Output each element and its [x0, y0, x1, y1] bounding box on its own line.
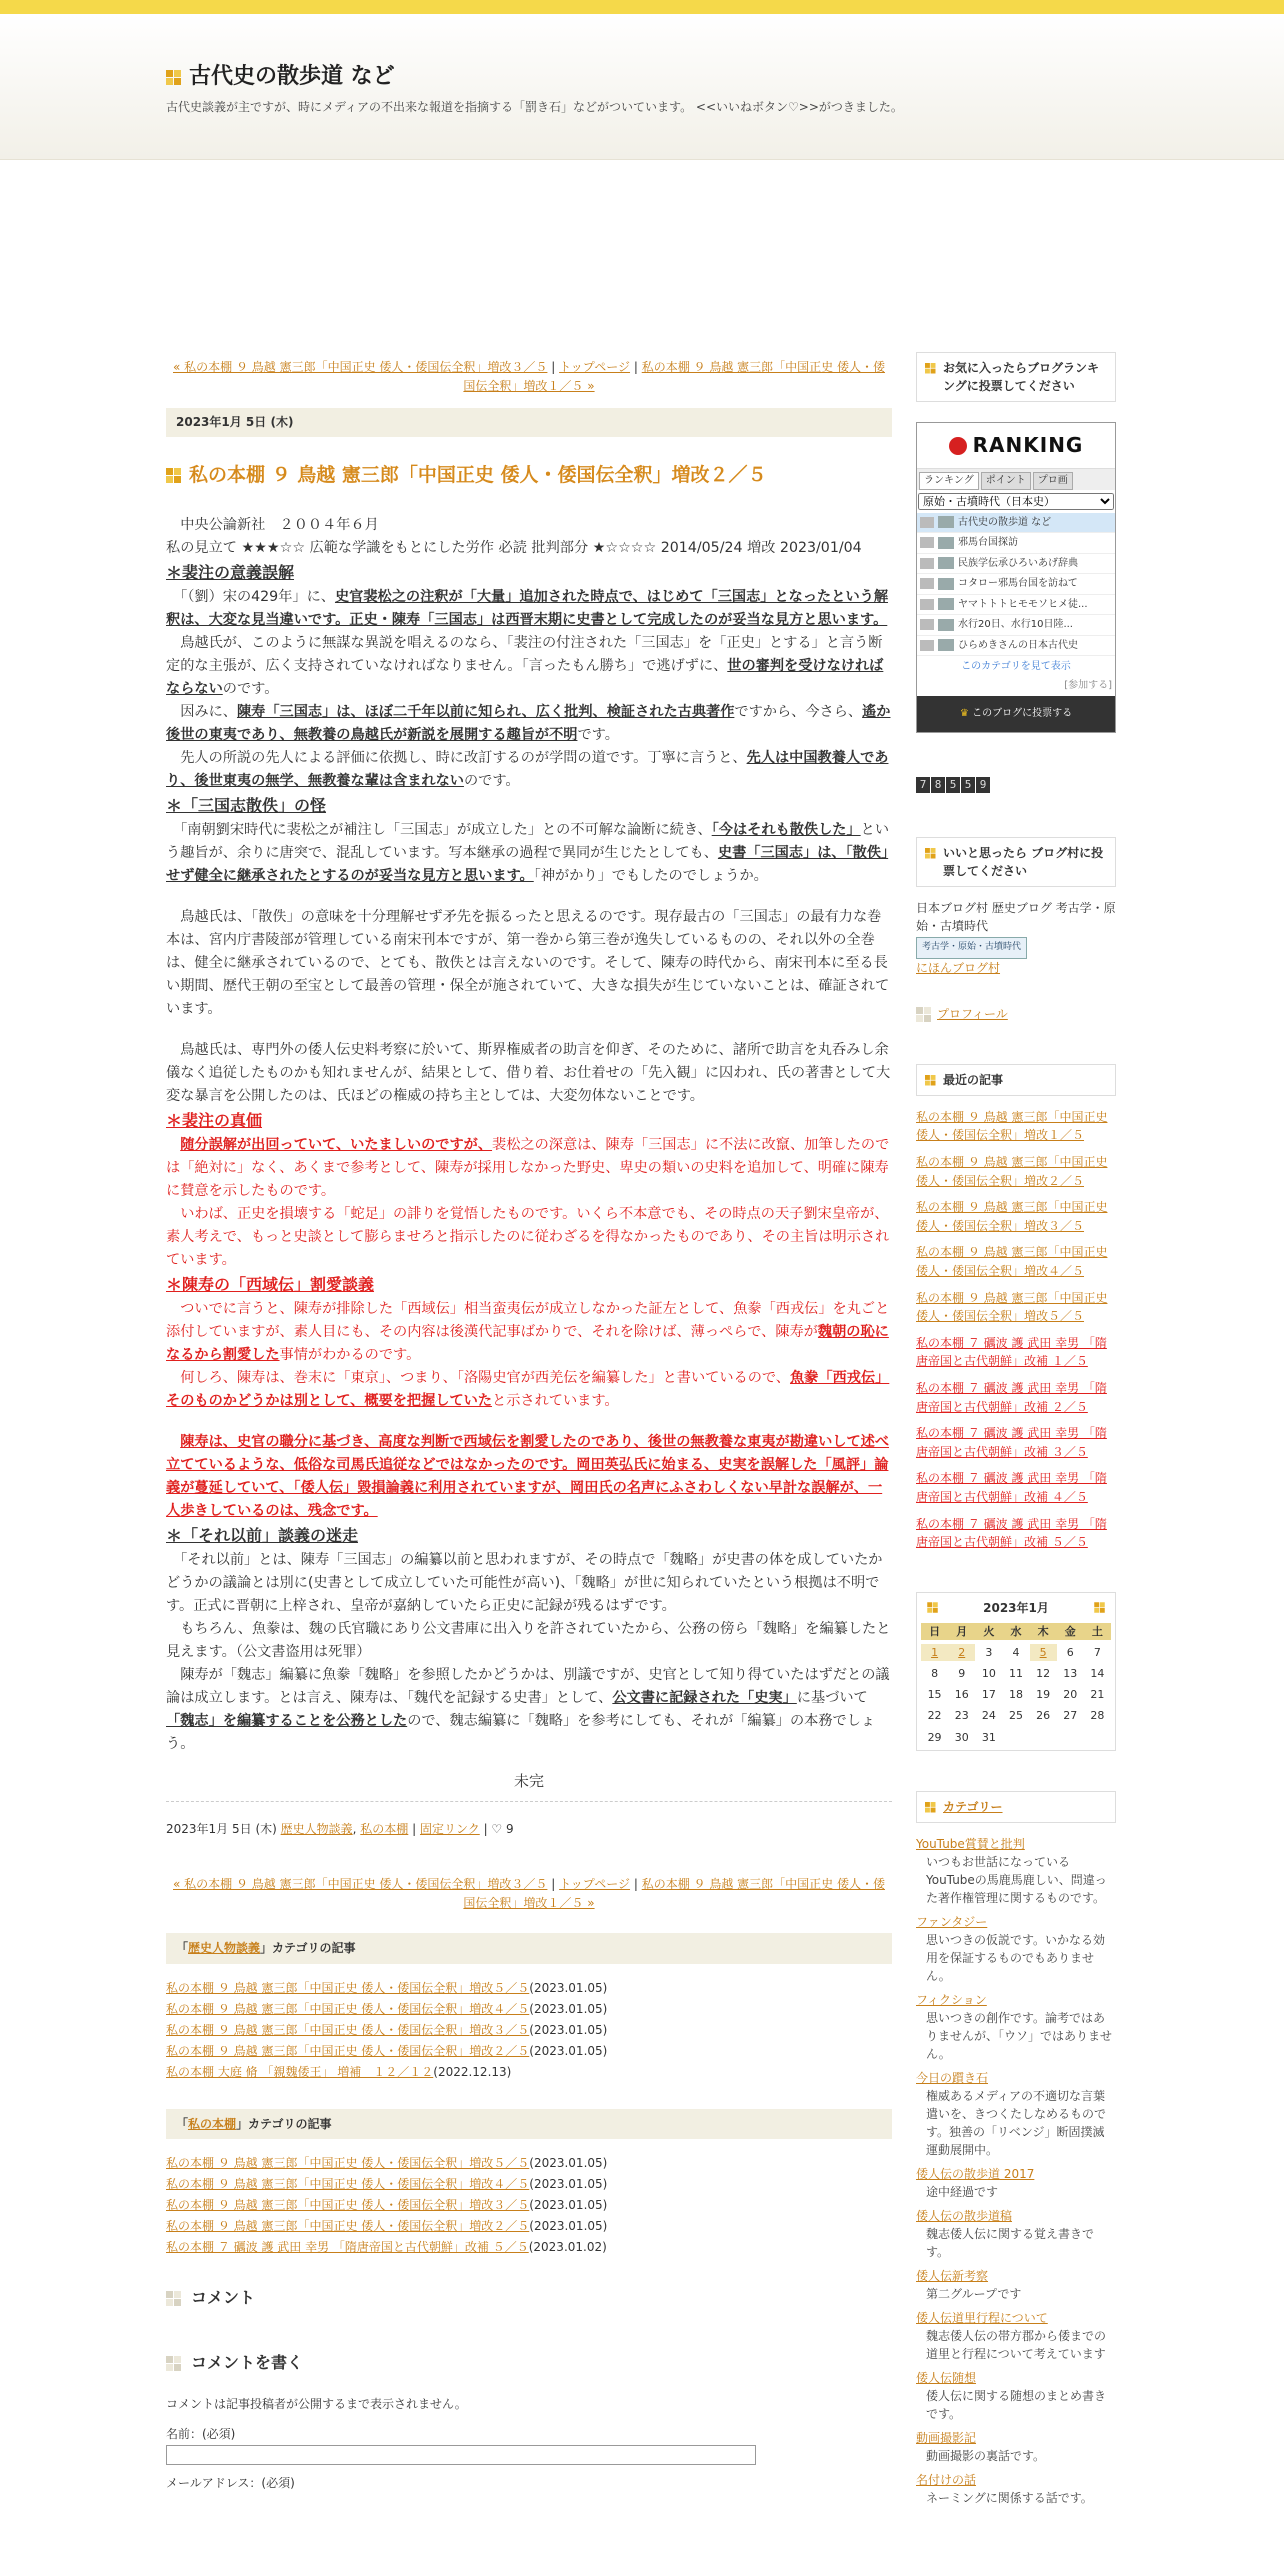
recent-post-link[interactable]: 私の本棚 ７ 礪波 護 武田 幸男 「隋唐帝国と古代朝鮮」改補 ４／５ — [916, 1471, 1107, 1504]
post-footer: 2023年1月 5日 (木) 歴史人物談義, 私の本棚 | 固定リンク | ♡ 9 — [166, 1822, 514, 1837]
next-post-link[interactable]: 私の本棚 ９ 鳥越 憲三郎「中国正史 倭人・倭国伝全釈」増改１／５ » — [463, 360, 885, 394]
nav-separator: | — [633, 360, 642, 374]
category-article-link[interactable]: 私の本棚 ９ 鳥越 憲三郎「中国正史 倭人・倭国伝全釈」増改２／５ — [166, 2043, 530, 2058]
calendar-date: 10 — [981, 1667, 996, 1681]
category-description: 思いつきの創作です。論考ではありませんが、「ウソ」ではありません。 — [926, 2010, 1113, 2061]
ranking-tab[interactable]: ポイント — [981, 472, 1031, 490]
calendar-day-header: 火 — [975, 1623, 1002, 1640]
calendar-date: 16 — [954, 1688, 969, 1702]
ranking-thumbnail — [938, 619, 954, 631]
calendar-date: 15 — [927, 1688, 942, 1702]
category-article-date: (2023.01.02) — [528, 2240, 607, 2255]
calendar-prev-icon[interactable] — [927, 1603, 938, 1614]
category-article-row — [166, 2020, 892, 2041]
prev-post-link[interactable]: « 私の本棚 ９ 鳥越 憲三郎「中国正史 倭人・倭国伝全釈」増改３／５ — [173, 360, 548, 374]
category-article-link[interactable]: 私の本棚 ９ 鳥越 憲三郎「中国正史 倭人・倭国伝全釈」増改３／５ — [166, 2198, 530, 2213]
calendar-day-header: 土 — [1084, 1623, 1111, 1640]
ranking-blog-name[interactable]: 邪馬台国探訪 — [958, 537, 1018, 548]
category-article-date: (2023.01.05) — [529, 2177, 608, 2192]
counter-digit: 9 — [976, 777, 990, 793]
category-link[interactable]: 歴史人物談義 — [280, 1822, 353, 1837]
site-title-text[interactable]: 古代史の散歩道 など — [189, 64, 395, 89]
section-heading: ＊裴注の意義誤解 — [166, 563, 295, 583]
recent-post-link[interactable]: 私の本棚 ９ 鳥越 憲三郎「中国正史 倭人・倭国伝全釈」増改２／５ — [916, 1155, 1108, 1188]
top-page-link[interactable]: トップページ — [559, 1876, 631, 1891]
calendar-date: 6 — [1066, 1646, 1074, 1660]
counter-digit: 5 — [961, 777, 975, 793]
recent-post-link[interactable]: 私の本棚 ９ 鳥越 憲三郎「中国正史 倭人・倭国伝全釈」増改１／５ — [916, 1109, 1108, 1143]
comment-form — [166, 2394, 892, 2495]
calendar-date: 13 — [1063, 1667, 1078, 1681]
blogmura-badge[interactable]: 考古学・原始・古墳時代 — [916, 937, 1027, 959]
category-article-row — [166, 2062, 892, 2083]
recent-post-link[interactable]: 私の本棚 ７ 礪波 護 武田 幸男 「隋唐帝国と古代朝鮮」改補 １／５ — [916, 1335, 1107, 1369]
calendar-day-header: 金 — [1057, 1623, 1084, 1640]
ranking-row[interactable] — [917, 513, 1115, 534]
ranking-tabs — [917, 469, 1115, 490]
calendar-date: 27 — [1063, 1709, 1078, 1723]
calendar-date: 26 — [1036, 1709, 1051, 1723]
category-link[interactable]: 倭人伝新考察 — [916, 2268, 989, 2283]
category-name-link[interactable]: 私の本棚 — [188, 2116, 237, 2131]
post-title-squares-icon — [166, 468, 181, 483]
ranking-rank-icon — [920, 619, 934, 630]
ranking-rank-icon — [920, 517, 934, 528]
categories-list — [916, 1835, 1116, 2507]
ranking-blog-name[interactable]: 民族学伝承ひろいあげ辞典 — [958, 557, 1078, 569]
ranking-list — [917, 513, 1115, 657]
write-comment-heading: コメントを書く — [166, 2351, 892, 2376]
post-paragraph: 随分誤解が出回っていて、いたましいのですが、裴松之の深意は、陳寿「三国志」に不法に改竄、加筆したのでは「絶対に」なく、あくまで参考として、陳寿が採用しなかった野史、卑史の類いの史料を追加して、明確に陳寿に賛意を示したものです。 — [166, 1137, 890, 1200]
ranking-blog-name[interactable]: コタロー邪馬台国を訪ねて — [958, 578, 1078, 589]
post-paragraph: 先人の所説の先人による評価に依拠し、時に改訂するのが学問の道です。丁寧に言うと、先人は中国教養人であり、後世東夷の無学、無教養な輩は含まれないのです。 — [166, 750, 889, 790]
calendar-date: 11 — [1008, 1667, 1023, 1681]
ranking-rank-icon — [920, 578, 934, 589]
category-article-date: (2023.01.05) — [529, 2022, 608, 2037]
site-title[interactable] — [166, 60, 1284, 94]
ranking-rank-icon — [920, 558, 934, 569]
recent-post-link[interactable]: 私の本棚 ９ 鳥越 憲三郎「中国正史 倭人・倭国伝全釈」増改５／５ — [916, 1290, 1108, 1324]
email-label: メールアドレス：(必須) — [166, 2476, 295, 2491]
category-article-link[interactable]: 私の本棚 大庭 脩 「親魏倭王」 増補 １２／１２ — [166, 2064, 434, 2079]
calendar-date: 14 — [1090, 1667, 1105, 1681]
post-paragraph: 「南朝劉宋時代に裴松之が補注し「三国志」が成立した」との不可解な論断に続き、「今はそれも散佚した」という趣旨が、余りに唐突で、混乱しています。写本継承の過程で異同が生じたとしても、史書「三国志」は、「散佚」せず健全に継承されたとするのが妥当な見方と思います。「神がかり」でもしたのでしょうか。 — [166, 822, 890, 885]
recent-posts-list — [916, 1108, 1116, 1552]
blogmura-text: 日本ブログ村 歴史ブログ 考古学・原始・古墳時代 — [916, 900, 1116, 934]
ranking-more-link[interactable]: このカテゴリを見て表示 — [961, 661, 1071, 672]
site-description: 古代史談義が主ですが、時にメディアの不出来な報道を指摘する「罰き石」などがついています。 <<いいねボタン♡>>がつきました。 — [166, 100, 903, 115]
post-paragraph: もちろん、魚豢は、魏の氏官職にあり公文書庫に出入りを許されていたから、公務の傍ら「魏略」を編纂したと見えます。（公文書盗用は死罪） — [166, 1620, 891, 1660]
calendar-date: 19 — [1036, 1688, 1051, 1702]
calendar-date: 4 — [1012, 1646, 1020, 1660]
category-article-link[interactable]: 私の本棚 ９ 鳥越 憲三郎「中国正史 倭人・倭国伝全釈」増改４／５ — [166, 2177, 530, 2192]
name-field[interactable] — [166, 2445, 756, 2465]
comments-heading: コメント — [166, 2286, 892, 2311]
calendar-date: 21 — [1090, 1688, 1105, 1702]
post-text: 中央公論新社 ２００４年６月 — [180, 517, 379, 534]
calendar-date[interactable]: 1 — [921, 1644, 948, 1661]
calendar-date: 29 — [927, 1730, 942, 1744]
category-article-row — [166, 1978, 892, 1999]
post-paragraph: 何しろ、陳寿は、巻末に「東京」、つまり、「洛陽史官が西羌伝を編纂した」と書いているので、魚豢「西戎伝」そのものかどうかは別として、概要を把握していたと示されています。 — [166, 1370, 890, 1410]
category-articles-box — [166, 2109, 892, 2259]
permalink[interactable]: 固定リンク — [419, 1822, 480, 1837]
category-article-link[interactable]: 私の本棚 ７ 礪波 護 武田 幸男 「隋唐帝国と古代朝鮮」改補 ５／５ — [166, 2240, 529, 2255]
calendar-day-header: 月 — [948, 1623, 975, 1640]
ranking-row[interactable] — [917, 636, 1115, 657]
category-link[interactable]: フィクション — [916, 1992, 987, 2007]
squares-icon — [916, 1007, 931, 1022]
squares-icon — [925, 1802, 936, 1813]
category-article-row — [166, 2237, 892, 2258]
squares-icon — [925, 363, 936, 374]
category-description: 倭人伝に関する随想のまとめ書きです。 — [926, 2388, 1107, 2421]
category-description: いつもお世話になっているYouTubeの馬鹿馬鹿しい、問違った著作権管理に関するものです。 — [926, 1854, 1107, 1905]
post-paragraph: ついでに言うと、陳寿が排除した「西域伝」相当蛮夷伝が成立しなかった証左として、魚豢「西戎伝」を丸ごと添付していますが、素人目にも、その内容は後漢代記事ばかりで、それを除けば、薄っぺらで、陳寿が魏朝の恥になるから割愛した事情がわかるのです。 — [166, 1301, 890, 1364]
ranking-thumbnail — [938, 516, 954, 528]
calendar-date: 17 — [981, 1688, 996, 1702]
ranking-logo-icon — [949, 437, 967, 455]
category-description: 動画撮影の裏話です。 — [926, 2448, 1046, 2463]
post-paragraph: 鳥越氏が、このように無謀な異説を唱えるのなら、「裴注の付注された「三国志」を「正史」とする」と言う断定的な主張が、広く支持されていなければなりません。「言ったもん勝ち」で逃げずに、世の審判を受けなければならないのです。 — [166, 635, 884, 698]
category-link[interactable]: 私の本棚 — [360, 1822, 409, 1837]
category-link[interactable]: 動画撮影記 — [916, 2430, 977, 2445]
ranking-blog-name[interactable]: 古代史の散歩道 など — [958, 516, 1052, 528]
calendar-date[interactable]: 5 — [1030, 1644, 1057, 1661]
category-link[interactable]: ファンタジー — [916, 1914, 988, 1929]
category-article-date: (2023.01.05) — [529, 1980, 608, 1995]
counter-digit: 7 — [916, 777, 930, 793]
top-page-link[interactable]: トップページ — [559, 360, 631, 374]
category-description: 途中経過です — [926, 2184, 999, 2199]
post-body — [166, 514, 892, 1756]
recent-post-link[interactable]: 私の本棚 ７ 礪波 護 武田 幸男 「隋唐帝国と古代朝鮮」改補 ５／５ — [916, 1516, 1107, 1550]
calendar-day-header: 水 — [1002, 1623, 1029, 1640]
squares-icon — [925, 848, 936, 859]
ranking-blog-name[interactable]: 水行20日、水行10日陸... — [958, 619, 1073, 630]
category-link[interactable]: 倭人伝随想 — [916, 2370, 977, 2385]
ranking-widget — [916, 422, 1116, 733]
post-paragraph: 因みに、陳寿「三国志」は、ほぼ二千年以前に知られ、広く批判、検証された古典著作ですから、今さら、遙か後世の東夷であり、無教養の鳥越氏が新説を展開する趣旨が不明です。 — [166, 704, 891, 744]
category-link[interactable]: 倭人伝の散歩道稿 — [916, 2208, 1013, 2223]
category-article-link[interactable]: 私の本棚 ９ 鳥越 憲三郎「中国正史 倭人・倭国伝全釈」増改４／５ — [166, 2001, 530, 2016]
category-link[interactable]: 名付けの話 — [916, 2472, 977, 2487]
calendar-date: 30 — [954, 1730, 969, 1744]
calendar-date: 12 — [1036, 1667, 1051, 1681]
calendar-date: 25 — [1008, 1709, 1023, 1723]
counter-digit: 5 — [946, 777, 960, 793]
recent-posts-heading: 最近の記事 — [916, 1064, 1116, 1096]
category-article-row — [166, 2174, 892, 2195]
top-accent-bar — [0, 0, 1284, 14]
like-button[interactable]: ♡ 9 — [491, 1822, 514, 1837]
ranking-logo[interactable]: RANKING — [917, 423, 1115, 469]
calendar-date: 31 — [981, 1730, 996, 1744]
post-title[interactable] — [166, 461, 892, 490]
ranking-row[interactable] — [917, 574, 1115, 595]
section-heading: ＊「三国志散佚」の怪 — [166, 796, 327, 816]
calendar-grid — [921, 1623, 1111, 1745]
category-article-row — [166, 2041, 892, 2062]
profile-link[interactable]: プロフィール — [937, 1007, 1008, 1022]
ranking-rank-icon — [920, 599, 934, 610]
calendar-day-header: 木 — [1030, 1623, 1057, 1640]
ranking-blog-name[interactable]: ひらめきさんの日本古代史 — [958, 639, 1078, 651]
category-article-list — [166, 2153, 892, 2258]
recent-post-link[interactable]: 私の本棚 ９ 鳥越 憲三郎「中国正史 倭人・倭国伝全釈」増改３／５ — [916, 1200, 1108, 1233]
post-title-text[interactable]: 私の本棚 ９ 鳥越 憲三郎「中国正史 倭人・倭国伝全釈」増改２／５ — [189, 463, 767, 486]
post-paragraph: 鳥越氏は、「散佚」の意味を十分理解せず矛先を振るったと思えるのです。現存最古の「三国志」の最有力な巻本は、宮内庁書陵部が管理している南宋刊本ですが、第一巻から第三巻が逸失しているものの、それ以外の全巻は、健全に継承されているので、とても、散佚とは言えないのです。そして、陳寿の時代から、南宋刊本に至る長い期間、歴代王朝の至宝として最善の管理・保全が施されていて、大きな損失が生じていないことは、確証されています。 — [166, 909, 890, 1018]
ranking-tab[interactable]: ランキング — [919, 472, 979, 490]
post-nav-bottom: « 私の本棚 ９ 鳥越 憲三郎「中国正史 倭人・倭国伝全釈」増改３／５ | トップページ | 私の本棚 ９ 鳥越 憲三郎「中国正史 倭人・倭国伝全釈」増改１／５ » — [173, 1876, 885, 1910]
category-article-date: (2023.01.05) — [529, 2043, 608, 2058]
ranking-tab[interactable]: プロ画 — [1033, 472, 1073, 490]
prev-post-link[interactable]: « 私の本棚 ９ 鳥越 憲三郎「中国正史 倭人・倭国伝全釈」増改３／５ — [173, 1876, 548, 1891]
ranking-row[interactable] — [917, 595, 1115, 616]
ranking-rank-icon — [920, 537, 934, 548]
post-paragraph: いわば、正史を損壊する「蛇足」の誹りを覚悟したものです。いくら不本意でも、その時点の天子劉宋皇帝が、素人考えで、もっと史談として膨らませろと指示したのに従わざるを得なかったものであり、その主旨は明示されています。 — [166, 1206, 890, 1269]
category-article-date: (2023.01.05) — [529, 2219, 608, 2234]
sidebar — [916, 352, 1116, 2513]
category-description: 思いつきの仮説です。いかなる効用を保証するものでもありません。 — [926, 1932, 1106, 1983]
profile-row — [916, 1005, 1116, 1024]
category-description: 魏志倭人伝に関する覚え書きです。 — [926, 2226, 1095, 2259]
category-article-link[interactable]: 私の本棚 ９ 鳥越 憲三郎「中国正史 倭人・倭国伝全釈」増改５／５ — [166, 1980, 530, 1995]
post-text: 私の見立て ★★★☆☆ 広範な学識をもとにした労作 必読 批判部分 ★☆☆☆☆ 2014/05/24 増改 2023/01/04 — [166, 540, 862, 557]
post-date-bar: 2023年1月 5日 (木) — [166, 408, 892, 437]
ranking-vote-button[interactable]: ♛ このブログに投票する — [917, 696, 1115, 732]
ranking-thumbnail — [938, 639, 954, 651]
calendar-day-header: 日 — [921, 1623, 948, 1640]
recent-post-link[interactable]: 私の本棚 ９ 鳥越 憲三郎「中国正史 倭人・倭国伝全釈」増改４／５ — [916, 1245, 1108, 1278]
ranking-thumbnail — [938, 578, 954, 590]
calendar-date: 24 — [981, 1709, 996, 1723]
category-box-heading: 「私の本棚」カテゴリの記事 — [166, 2109, 892, 2140]
ranking-thumbnail — [938, 557, 954, 569]
category-article-row — [166, 2216, 892, 2237]
category-article-date: (2023.01.05) — [529, 2156, 608, 2171]
main-column — [166, 358, 892, 2495]
calendar — [916, 1592, 1116, 1751]
category-link[interactable]: 今日の躓き石 — [916, 2070, 989, 2085]
calendar-date: 9 — [958, 1667, 966, 1681]
calendar-date[interactable]: 2 — [948, 1644, 975, 1661]
ranking-rank-icon — [920, 640, 934, 651]
category-article-list — [166, 1978, 892, 2083]
name-label: 名前：(必須) — [166, 2426, 236, 2441]
category-articles-box — [166, 1933, 892, 2083]
category-article-link[interactable]: 私の本棚 ９ 鳥越 憲三郎「中国正史 倭人・倭国伝全釈」増改２／５ — [166, 2219, 530, 2234]
post-paragraph: 鳥越氏は、専門外の倭人伝史料考察に於いて、斯界権威者の助言を仰ぎ、そのために、諸所で助言を丸呑みし余儀なく追従したものかも知れませんが、結果として、借り着、お仕着せの「先入観」に囚われ、氏の著書として大変な暴言を公開したのは、氏ほどの権威の持ち主としては、大変勿体ないことです。 — [166, 1042, 891, 1105]
category-name-link[interactable]: 歴史人物談義 — [188, 1941, 261, 1956]
gray-squares-icon — [166, 2356, 181, 2371]
category-article-row — [166, 2195, 892, 2216]
section-heading: ＊裴注の真価 — [166, 1111, 263, 1131]
comment-note: コメントは記事投稿者が公開するまで表示されません。 — [166, 2396, 467, 2411]
calendar-header — [921, 1597, 1111, 1620]
access-counter — [916, 777, 1116, 793]
ranking-join-link[interactable]: [参加する] — [1064, 679, 1112, 691]
ranking-thumbnail — [938, 598, 954, 610]
category-description: 魏志倭人伝の帯方郡から倭までの道里と行程について考えています — [926, 2328, 1107, 2361]
ranking-row[interactable] — [917, 615, 1115, 636]
category-box-heading: 「歴史人物談義」カテゴリの記事 — [166, 1933, 892, 1964]
nav-separator: | — [551, 360, 560, 374]
calendar-date: 20 — [1063, 1688, 1078, 1702]
calendar-date: 3 — [985, 1646, 993, 1660]
calendar-date: 8 — [931, 1667, 939, 1681]
next-post-link[interactable]: 私の本棚 ９ 鳥越 憲三郎「中国正史 倭人・倭国伝全釈」増改１／５ » — [463, 1876, 885, 1910]
squares-icon — [925, 1075, 936, 1086]
category-link[interactable]: 倭人伝の散歩道 2017 — [916, 2166, 1035, 2181]
counter-digit: 8 — [931, 777, 945, 793]
category-description: 権威あるメディアの不適切な言葉遣いを、きつくたしなめるものです。独善の「リベンジ」断固撲滅運動展開中。 — [926, 2088, 1107, 2157]
category-description: 第二グループです — [926, 2286, 1022, 2301]
blogmura-heading: いいと思ったら ブログ村に投票してください — [916, 837, 1116, 887]
calendar-next-icon[interactable] — [1094, 1603, 1105, 1614]
category-article-link[interactable]: 私の本棚 ９ 鳥越 憲三郎「中国正史 倭人・倭国伝全釈」増改３／５ — [166, 2022, 530, 2037]
category-article-date: (2023.01.05) — [529, 2198, 608, 2213]
calendar-date: 18 — [1008, 1688, 1023, 1702]
post-paragraph: 陳寿は、史官の職分に基づき、高度な判断で西域伝を割愛したのであり、後世の無教養な東夷が勘違いして述べ立てているような、低俗な司馬氏追従などではなかったのです。岡田英弘氏に始まる、史実を誤解した「風評」論義が蔓延していて、「倭人伝」毀損論義に利用されていますが、岡田氏の名声にふさわしくない早計な誤解が、一人歩きしているのは、残念です。 — [166, 1434, 890, 1520]
site-header — [0, 14, 1284, 160]
ranking-row[interactable] — [917, 554, 1115, 575]
post-paragraph: 「（劉）宋の429年」に、史官裴松之の注釈が「大量」追加された時点で、はじめて「三国志」となったという解釈は、大変な見当違いです。正史・陳寿「三国志」は西晋末期に史書として完成したのが妥当な見方と思います。 — [166, 589, 889, 629]
category-article-date: (2022.12.13) — [433, 2064, 512, 2079]
categories-heading: カテゴリー — [916, 1791, 1116, 1823]
recent-post-link[interactable]: 私の本棚 ７ 礪波 護 武田 幸男 「隋唐帝国と古代朝鮮」改補 ２／５ — [916, 1380, 1107, 1414]
gray-squares-icon — [166, 2291, 181, 2306]
post-end-marker: 未完 — [166, 1770, 892, 1802]
calendar-date: 22 — [927, 1709, 942, 1723]
ranking-heading: お気に入ったらブログランキングに投票してください — [916, 352, 1116, 402]
post-paragraph: 陳寿が「魏志」編纂に魚豢「魏略」を参照したかどうかは、別議ですが、史官として知り得ていたはずだとの議論は成立します。とは言え、陳寿は、「魏代を記録する史書」として、公文書に記録された「史実」に基づいて「魏志」を編纂することを公務としたので、魏志編纂に「魏略」を参考にしても、それが「編纂」の本務でしょう。 — [166, 1666, 890, 1752]
ranking-row[interactable] — [917, 533, 1115, 554]
calendar-title: 2023年1月 — [983, 1600, 1049, 1615]
calendar-date: 23 — [954, 1709, 969, 1723]
post-nav-top — [166, 358, 892, 396]
category-link[interactable]: YouTube賞賛と批判 — [916, 1836, 1025, 1851]
section-heading: ＊陳寿の「西域伝」割愛談義 — [166, 1275, 375, 1295]
post-paragraph: 「それ以前」とは、陳寿「三国志」の編纂以前と思われますが、その時点で「魏略」が史書の体を成していたかどうかの議論とは別に(史書として成立していた可能性が高い)、「魏略」が世に知られていたという根拠は不明です。正式に晋朝に上梓され、皇帝が嘉納していたら正史に記録が残るはずです。 — [166, 1551, 883, 1614]
calendar-date: 7 — [1093, 1646, 1101, 1660]
ranking-blog-name[interactable]: ヤマトトトヒモモソヒメ徒... — [958, 598, 1088, 610]
ranking-category-select[interactable] — [918, 493, 1114, 510]
recent-post-link[interactable]: 私の本棚 ７ 礪波 護 武田 幸男 「隋唐帝国と古代朝鮮」改補 ３／５ — [916, 1426, 1107, 1459]
blogmura-link[interactable]: にほんブログ村 — [916, 960, 1001, 975]
category-link[interactable]: 倭人伝道里行程について — [916, 2310, 1048, 2325]
category-article-row — [166, 1999, 892, 2020]
category-description: ネーミングに関係する話です。 — [926, 2490, 1093, 2505]
category-article-row — [166, 2153, 892, 2174]
category-article-link[interactable]: 私の本棚 ９ 鳥越 憲三郎「中国正史 倭人・倭国伝全釈」増改５／５ — [166, 2156, 530, 2171]
section-heading: ＊「それ以前」談義の迷走 — [166, 1526, 359, 1546]
calendar-date: 28 — [1090, 1709, 1105, 1723]
category-article-date: (2023.01.05) — [529, 2001, 608, 2016]
title-squares-icon — [166, 70, 181, 85]
ranking-thumbnail — [938, 537, 954, 549]
